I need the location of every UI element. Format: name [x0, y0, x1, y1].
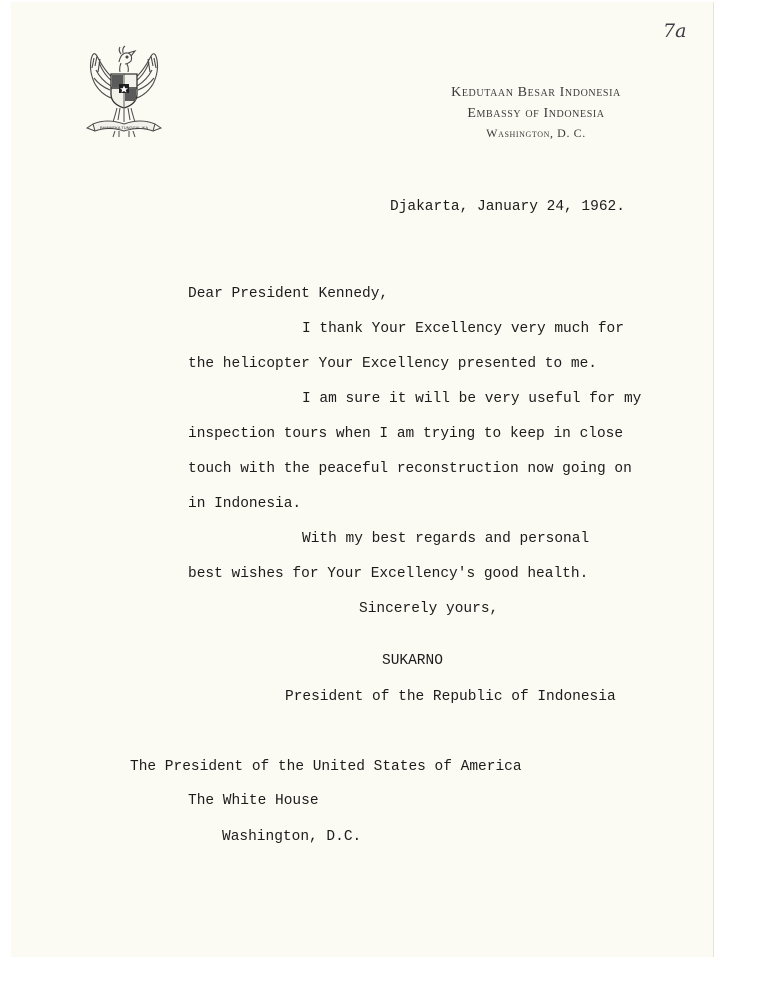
closing: Sincerely yours,	[359, 601, 499, 617]
body-line-2: the helicopter Your Excellency presented to me.	[188, 356, 597, 372]
signature-name: SUKARNO	[382, 653, 443, 669]
body-line-1: I thank Your Excellency very much for	[302, 321, 624, 337]
letterhead-line-1: Kedutaan Besar Indonesia	[451, 85, 621, 100]
address-line-3: Washington, D.C.	[222, 829, 362, 845]
body-line-4: inspection tours when I am trying to keep in close	[188, 426, 624, 442]
body-line-8: best wishes for Your Excellency's good health.	[188, 566, 589, 582]
letterhead-line-2: Embassy of Indonesia	[467, 106, 605, 121]
letterhead-line-3: Washington, D. C.	[486, 126, 586, 140]
letter-page	[11, 2, 713, 957]
handwritten-annotation: 7a	[663, 20, 687, 42]
body-line-5: touch with the peaceful reconstruction now going on	[188, 461, 632, 477]
body-line-3: I am sure it will be very useful for my	[302, 391, 642, 407]
salutation: Dear President Kennedy,	[188, 286, 389, 302]
letterhead	[411, 82, 661, 143]
letter-date: Djakarta, January 24, 1962.	[390, 199, 625, 215]
signature-title: President of the Republic of Indonesia	[285, 689, 616, 705]
body-line-6: in Indonesia.	[188, 496, 302, 512]
address-line-1: The President of the United States of America	[130, 759, 522, 775]
body-line-7: With my best regards and personal	[302, 531, 590, 547]
garuda-pancasila-emblem-icon	[75, 42, 173, 142]
emblem-motto: BHINNEKA TUNGGAL IKA	[99, 125, 149, 130]
address-line-2: The White House	[188, 793, 319, 809]
